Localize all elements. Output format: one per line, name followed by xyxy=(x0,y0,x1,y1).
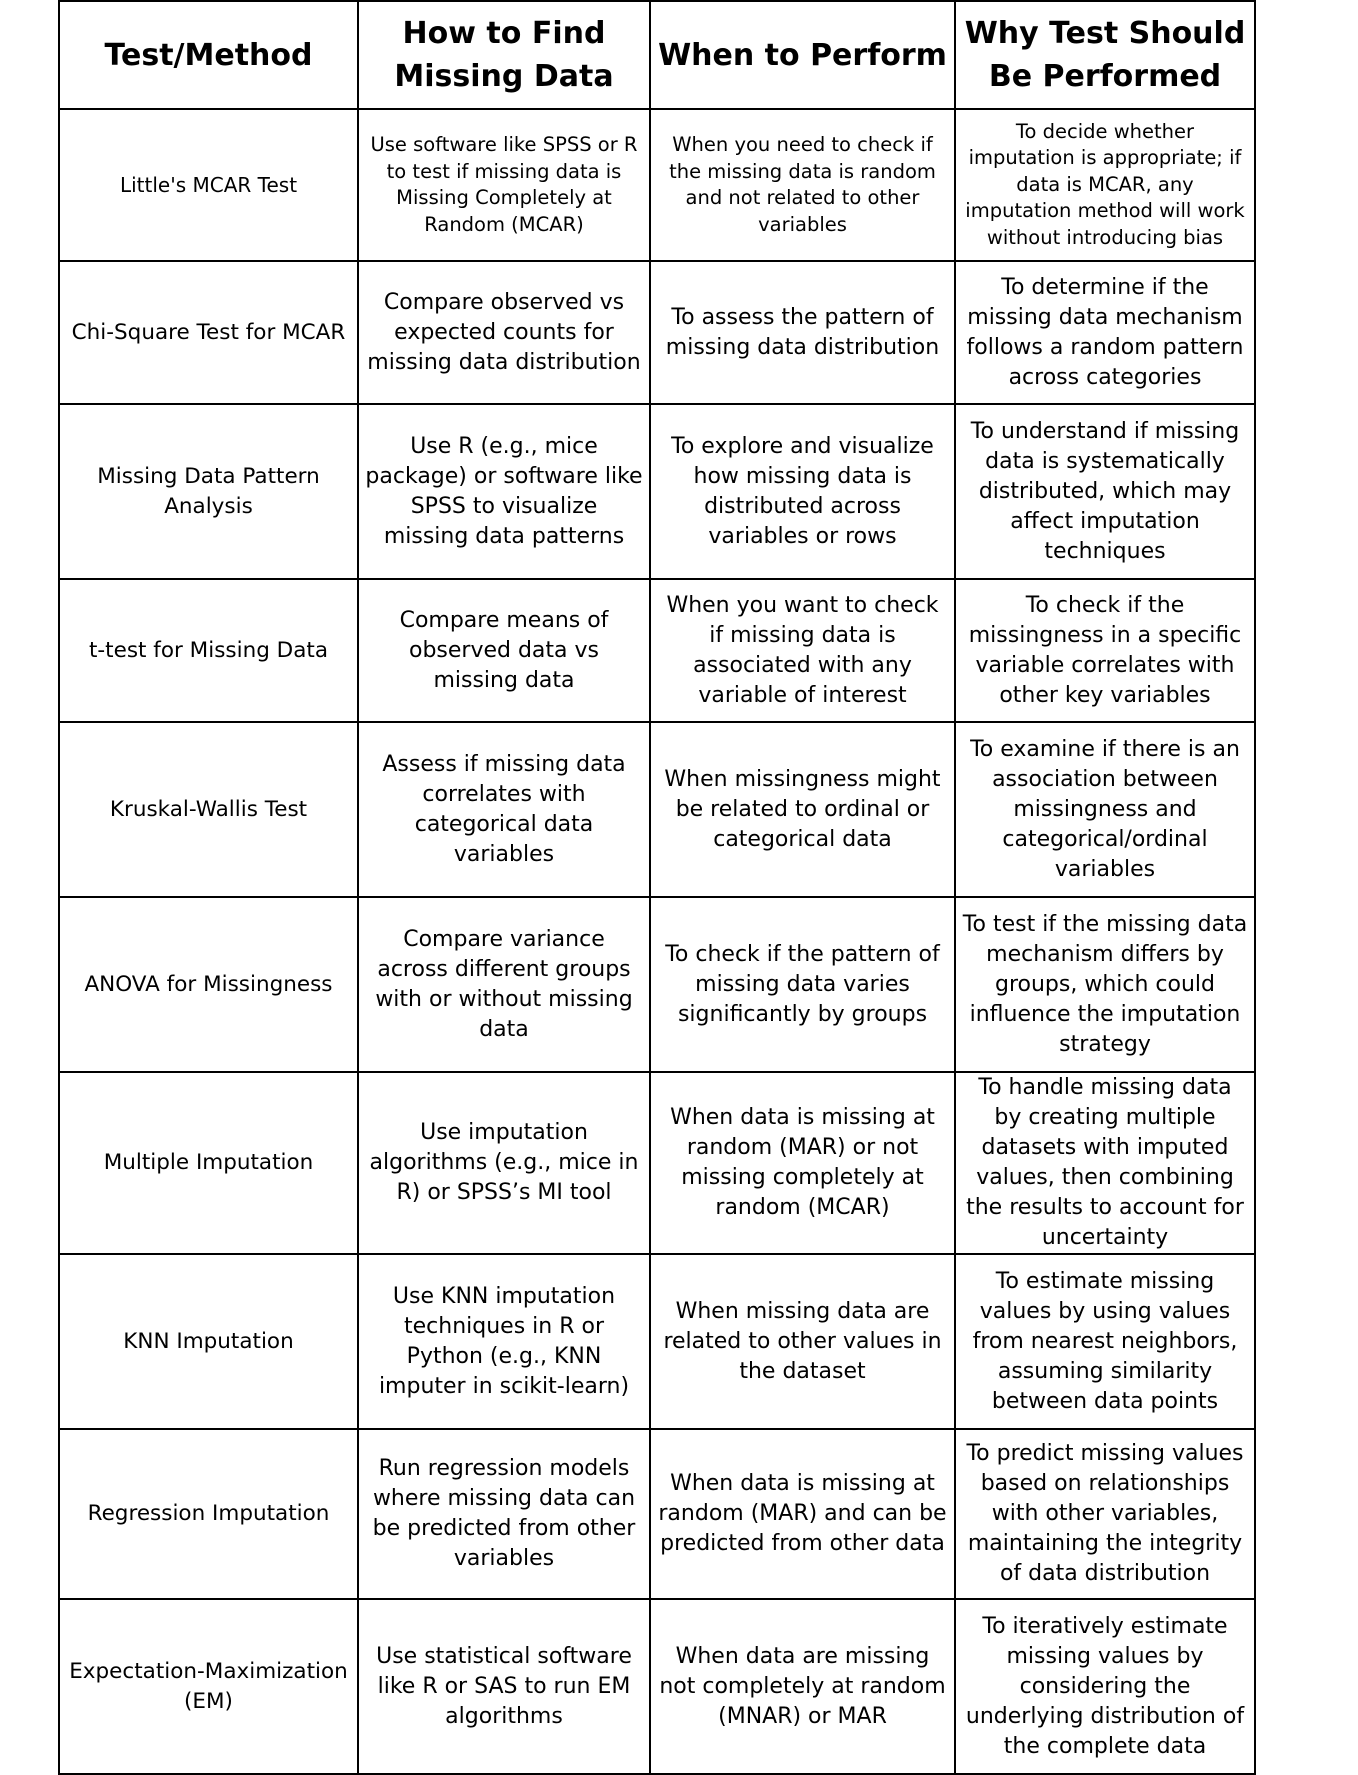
table-row xyxy=(59,261,1255,404)
cell-why: To predict missing values based on relationships with other variables, maintaining the integrity of data distribution xyxy=(955,1429,1255,1599)
table-row xyxy=(59,1072,1255,1254)
cell-how: Compare variance across different groups with or without missing data xyxy=(358,897,650,1072)
cell-when: To explore and visualize how missing data is distributed across variables or rows xyxy=(650,404,955,579)
cell-how: Compare observed vs expected counts for missing data distribution xyxy=(358,261,650,404)
cell-why: To handle missing data by creating multiple datasets with imputed values, then combining the results to account for uncertainty xyxy=(955,1072,1255,1254)
missing-data-tests-table xyxy=(58,0,1256,1775)
cell-when: When data is missing at random (MAR) or not missing completely at random (MCAR) xyxy=(650,1072,955,1254)
cell-how: Use imputation algorithms (e.g., mice in R) or SPSS’s MI tool xyxy=(358,1072,650,1254)
cell-how: Use statistical software like R or SAS to run EM algorithms xyxy=(358,1599,650,1774)
cell-why: To test if the missing data mechanism differs by groups, which could influence the imputation strategy xyxy=(955,897,1255,1072)
table-row xyxy=(59,109,1255,261)
column-header-when-to-perform: When to Perform xyxy=(650,1,955,109)
cell-method: KNN Imputation xyxy=(59,1254,358,1429)
cell-method: Little's MCAR Test xyxy=(59,109,358,261)
cell-why: To iteratively estimate missing values by considering the underlying distribution of the complete data xyxy=(955,1599,1255,1774)
table-row xyxy=(59,722,1255,897)
cell-method: t-test for Missing Data xyxy=(59,579,358,722)
column-header-test-method: Test/Method xyxy=(59,1,358,109)
cell-how: Run regression models where missing data can be predicted from other variables xyxy=(358,1429,650,1599)
cell-when: When you want to check if missing data is associated with any variable of interest xyxy=(650,579,955,722)
cell-when: To check if the pattern of missing data varies significantly by groups xyxy=(650,897,955,1072)
cell-when: When missing data are related to other values in the dataset xyxy=(650,1254,955,1429)
cell-why: To examine if there is an association between missingness and categorical/ordinal variables xyxy=(955,722,1255,897)
cell-method: Kruskal-Wallis Test xyxy=(59,722,358,897)
cell-method: Chi-Square Test for MCAR xyxy=(59,261,358,404)
cell-how: Compare means of observed data vs missing data xyxy=(358,579,650,722)
cell-why: To decide whether imputation is appropriate; if data is MCAR, any imputation method will work without introducing bias xyxy=(955,109,1255,261)
column-header-how-to-find: How to Find Missing Data xyxy=(358,1,650,109)
cell-why: To estimate missing values by using values from nearest neighbors, assuming similarity between data points xyxy=(955,1254,1255,1429)
table-row xyxy=(59,897,1255,1072)
table-row xyxy=(59,404,1255,579)
table-row xyxy=(59,1599,1255,1774)
cell-how: Use KNN imputation techniques in R or Python (e.g., KNN imputer in scikit-learn) xyxy=(358,1254,650,1429)
cell-when: To assess the pattern of missing data distribution xyxy=(650,261,955,404)
cell-method: Regression Imputation xyxy=(59,1429,358,1599)
cell-how: Assess if missing data correlates with categorical data variables xyxy=(358,722,650,897)
cell-method: Multiple Imputation xyxy=(59,1072,358,1254)
table-row xyxy=(59,1254,1255,1429)
cell-when: When data is missing at random (MAR) and can be predicted from other data xyxy=(650,1429,955,1599)
table-row xyxy=(59,579,1255,722)
table-header-row xyxy=(59,1,1255,109)
cell-why: To check if the missingness in a specific variable correlates with other key variables xyxy=(955,579,1255,722)
cell-method: ANOVA for Missingness xyxy=(59,897,358,1072)
cell-method: Missing Data Pattern Analysis xyxy=(59,404,358,579)
cell-how: Use software like SPSS or R to test if missing data is Missing Completely at Random (MCAR) xyxy=(358,109,650,261)
cell-why: To determine if the missing data mechanism follows a random pattern across categories xyxy=(955,261,1255,404)
cell-when: When you need to check if the missing data is random and not related to other variables xyxy=(650,109,955,261)
cell-when: When data are missing not completely at random (MNAR) or MAR xyxy=(650,1599,955,1774)
cell-how: Use R (e.g., mice package) or software like SPSS to visualize missing data patterns xyxy=(358,404,650,579)
column-header-why-performed: Why Test Should Be Performed xyxy=(955,1,1255,109)
cell-method: Expectation-Maximization (EM) xyxy=(59,1599,358,1774)
cell-why: To understand if missing data is systematically distributed, which may affect imputation techniques xyxy=(955,404,1255,579)
cell-when: When missingness might be related to ordinal or categorical data xyxy=(650,722,955,897)
table-row xyxy=(59,1429,1255,1599)
